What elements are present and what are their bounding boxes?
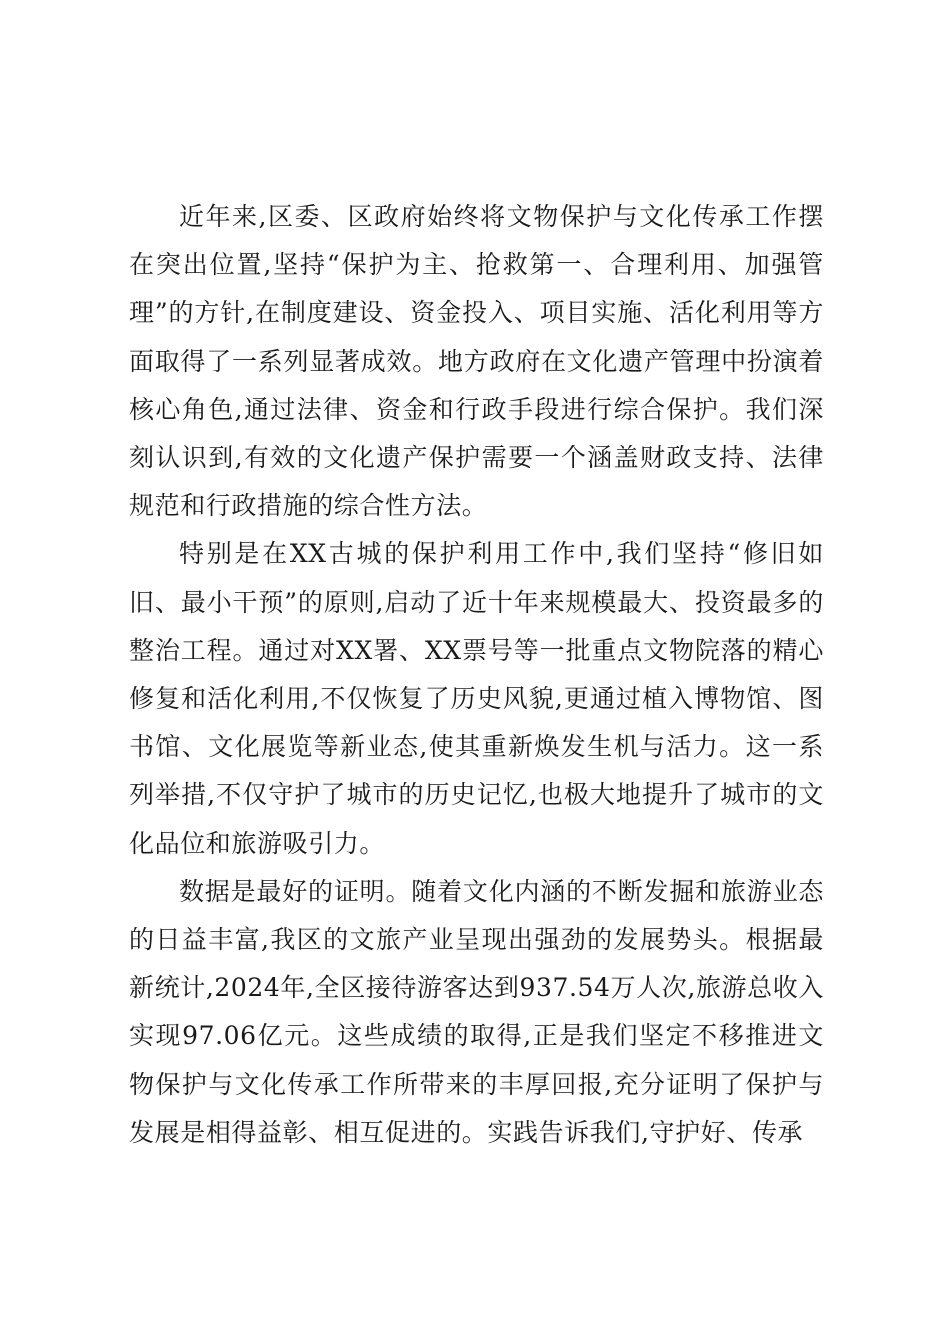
document-body bbox=[129, 193, 824, 1157]
paragraph-1: 近年来,区委、区政府始终将文物保护与文化传承工作摆在突出位置,坚持“保护为主、抢救第一、合理利用、加强管理”的方针,在制度建设、资金投入、项目实施、活化利用等方面取得了一系列显著成效。地方政府在文化遗产管理中扮演着核心角色,通过法律、资金和行政手段进行综合保护。我们深刻认识到,有效的文化遗产保护需要一个涵盖财政支持、法律规范和行政措施的综合性方法。 bbox=[129, 202, 824, 521]
paragraph-3: 数据是最好的证明。随着文化内涵的不断发掘和旅游业态的日益丰富,我区的文旅产业呈现出强劲的发展势头。根据最新统计,2024年,全区接待游客达到937.54万人次,旅游总收入实现97.06亿元。这些成绩的取得,正是我们坚定不移推进文物保护与文化传承工作所带来的丰厚回报,充分证明了保护与发展是相得益彰、相互促进的。实践告诉我们,守护好、传承 bbox=[129, 876, 824, 1147]
paragraph-2: 特别是在XX古城的保护利用工作中,我们坚持“修旧如旧、最小干预”的原则,启动了近十年来规模最大、投资最多的整治工程。通过对XX署、XX票号等一批重点文物院落的精心修复和活化利用,不仅恢复了历史风貌,更通过植入博物馆、图书馆、文化展览等新业态,使其重新焕发生机与活力。这一系列举措,不仅守护了城市的历史记忆,也极大地提升了城市的文化品位和旅游吸引力。 bbox=[129, 539, 824, 858]
